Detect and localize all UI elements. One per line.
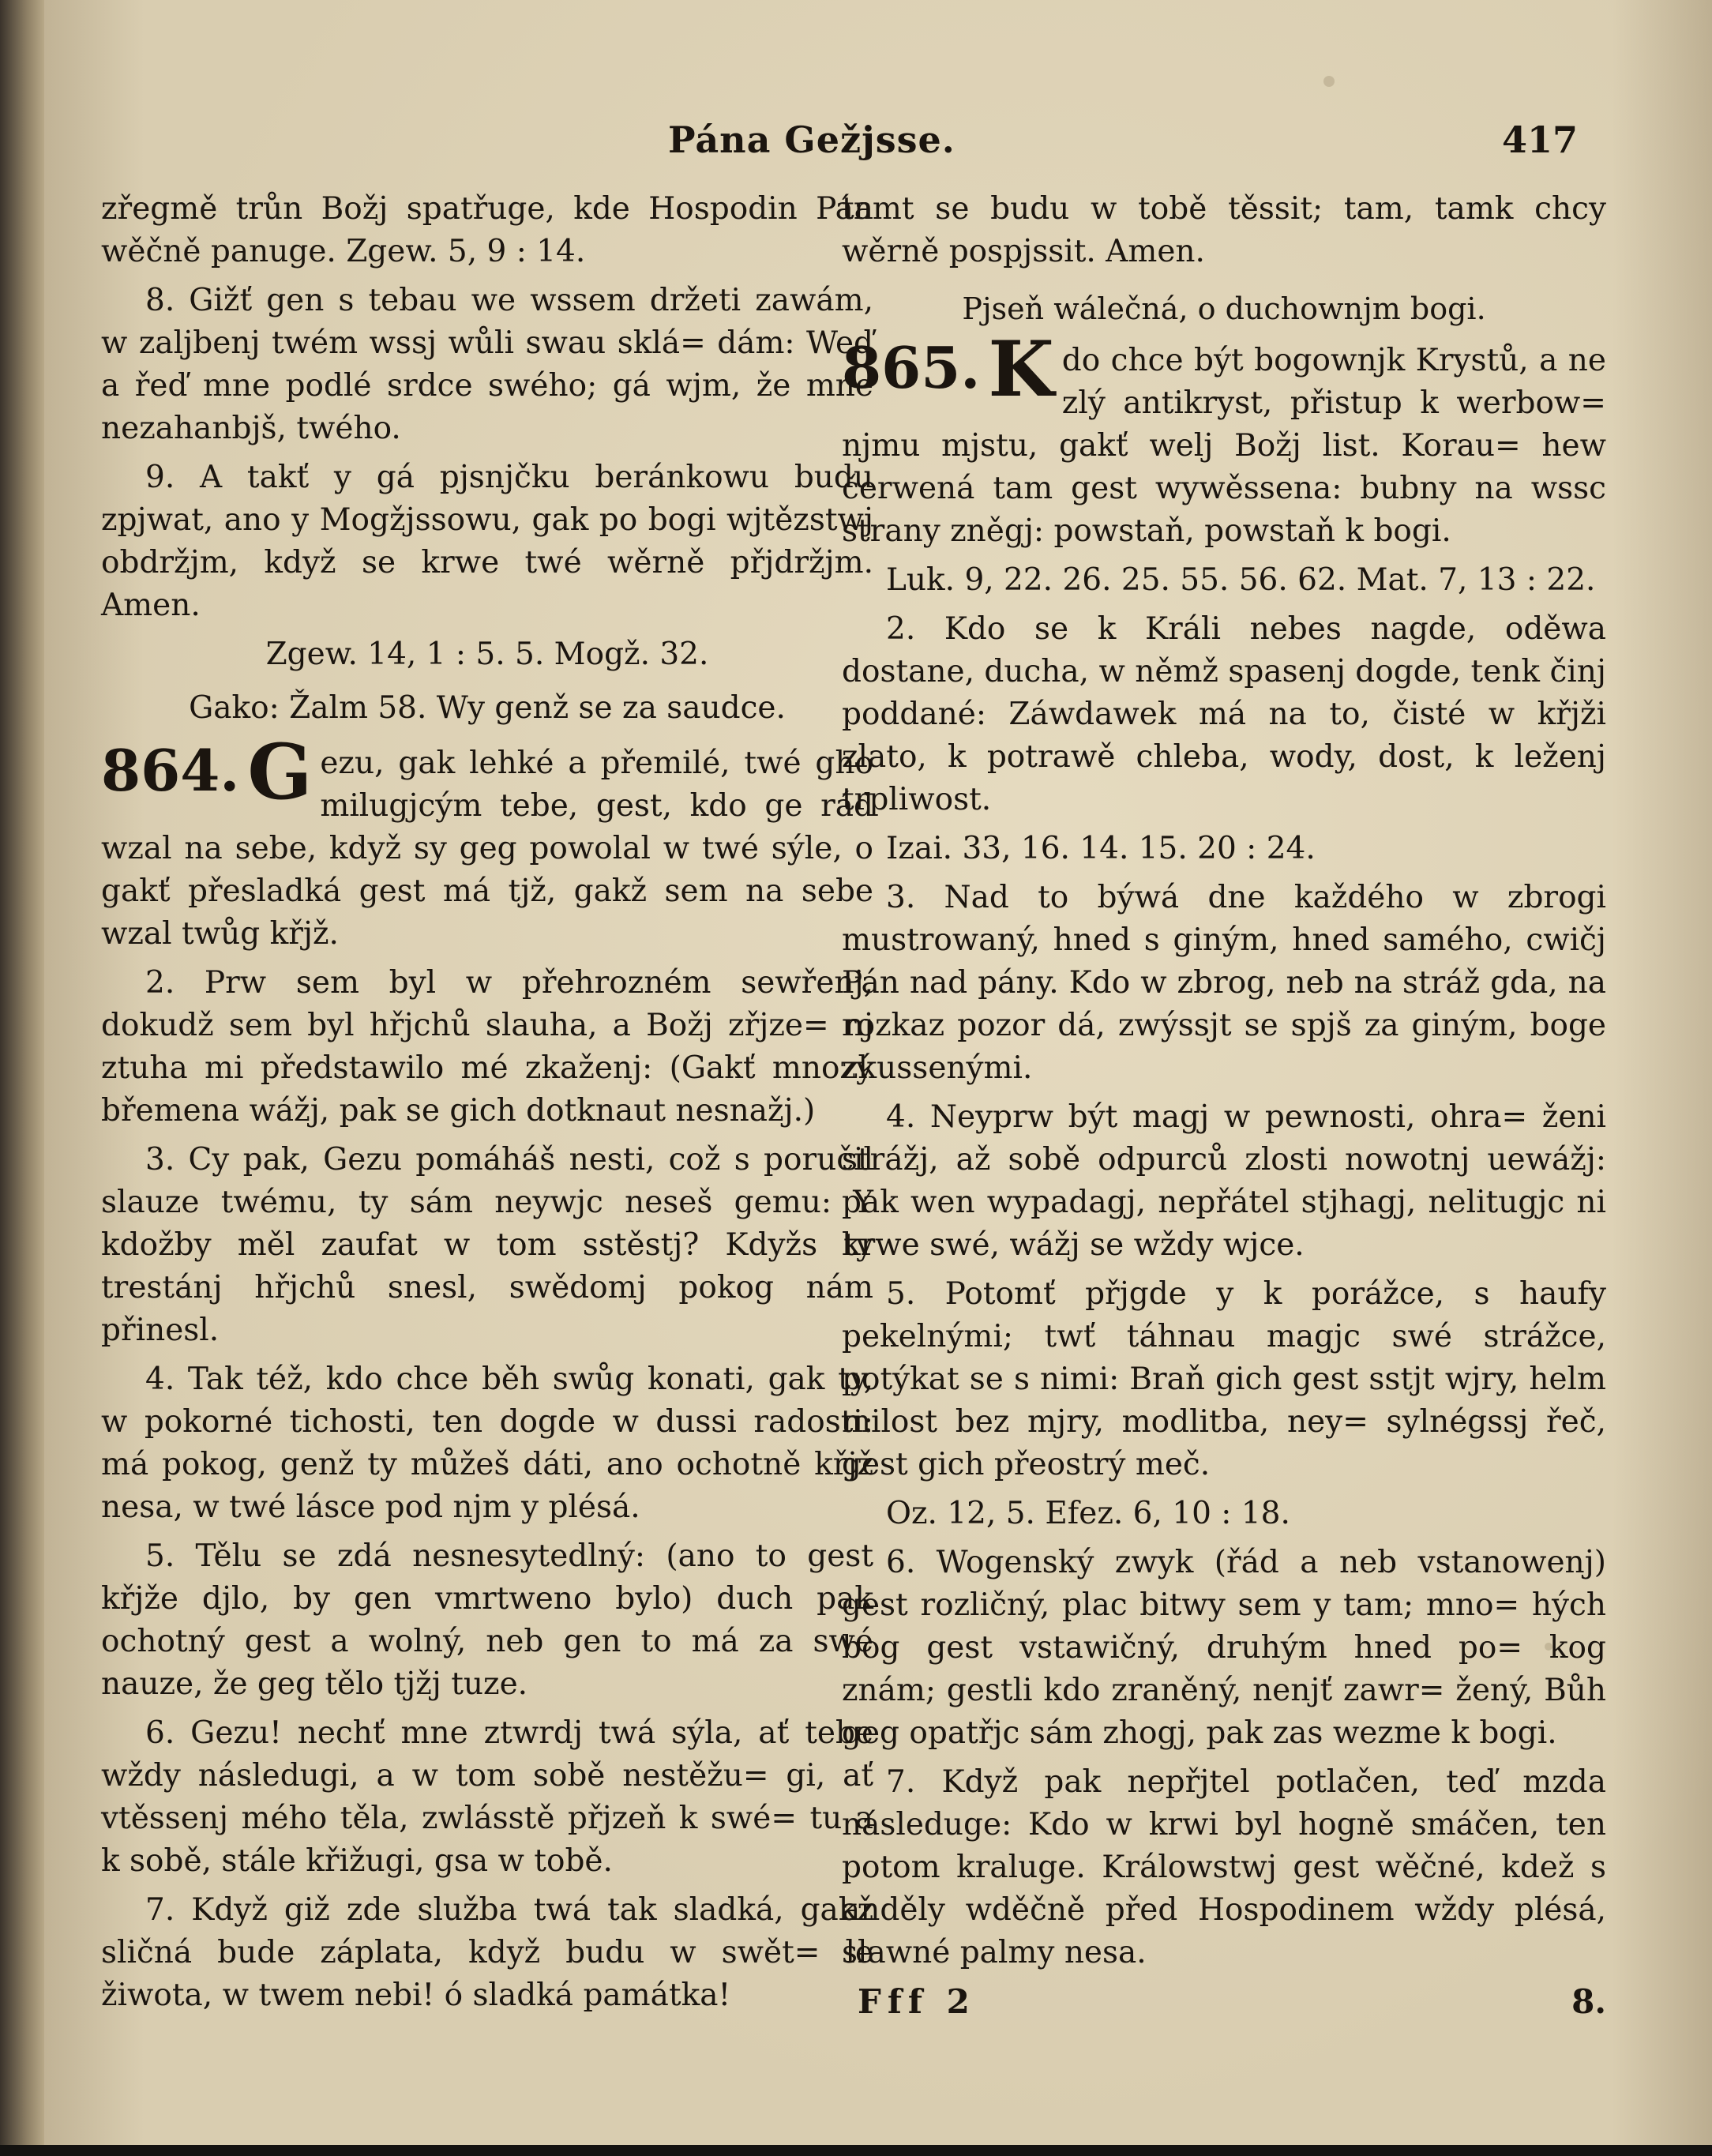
paper-spot	[1323, 76, 1335, 87]
verse-text: do chce být bogownjk Krystů, a ne zlý antikryst, přistup k werbow= njmu mjstu, gakť welj Božj list. Korau= hew čerwená tam gest wywěssena: bubny na wssc strany zněgj: powstaň, powstaň k bogi.	[842, 343, 1606, 549]
catchword: 8.	[1571, 1982, 1606, 2021]
verse-5: 5. Potomť přjgde y k porážce, s haufy pekelnými; twť táhnau magjc swé strážce, potýkat se s nimi: Braň gich gest sstjt wjry, helm milost bez mjry, modlitba, ney= sylnégssj řeč, gest gich přeostrý meč.	[842, 1276, 1606, 1482]
page-header	[44, 118, 1712, 174]
scripture-reference: Izai. 33, 16. 14. 15. 20 : 24.	[886, 831, 1316, 866]
melody-note: Gako: Žalm 58. Wy genž se za saudce.	[189, 690, 786, 726]
verse-8: 8. Gižť gen s tebau we wssem držeti zawám, w zaljbenj twém wssj wůli swau sklá= dám: Weď a řeď mne podlé srdce swého; gá wjm, že mne nezahanbjš, twého.	[101, 283, 873, 446]
hymn-number: 865.	[842, 334, 981, 401]
running-title: Pána Gežjsse.	[668, 118, 955, 161]
scripture-reference: Zgew. 14, 1 : 5. 5. Mogž. 32.	[265, 637, 709, 672]
verse-2: 2. Kdo se k Králi nebes nagde, oděwa dostane, ducha, w němž spasenj dogde, tenk činj poddané: Záwdawek má na to, čisté w křjži zlato, k potrawě chleba, wody, dost, k leženj trpliwost.	[842, 611, 1606, 817]
verse-3: 3. Nad to býwá dne každého w zbrogi mustrowaný, hned s giným, hned samého, cwičj Pán nad pány. Kdo w zbrog, neb na stráž gda, na rozkaz pozor dá, zwýssjt se spjš za giným, boge zkussenými.	[842, 880, 1606, 1086]
signature-mark: Fff 2	[858, 1982, 976, 2021]
verse-9: 9. A takť y gá pjsnjčku beránkowu budu zpjwat, ano y Mogžjssowu, gak po bogi wjtězstwj obdržjm, když se krwe twé wěrně přjdržjm. Amen.	[101, 460, 873, 623]
verse-5: 5. Tělu se zdá nesnesytedlný: (ano to gest křjže djlo, by gen vmrtweno bylo) duch pak ochotný gest a wolný, neb gen to má za swé nauze, že geg tělo tjžj tuze.	[101, 1538, 873, 1702]
paragraph: zřegmě trůn Božj spatřuge, kde Hospodin Pán wěčně panuge. Zgew. 5, 9 : 14.	[101, 191, 873, 269]
scan-edge	[0, 2145, 1712, 2156]
book-page	[44, 0, 1712, 2145]
scripture-reference: Luk. 9, 22. 26. 25. 55. 56. 62. Mat. 7, 13 : 22.	[886, 562, 1596, 598]
hymn-864-verse-1	[101, 727, 873, 956]
scripture-reference: Oz. 12, 5. Efez. 6, 10 : 18.	[886, 1496, 1290, 1531]
left-column	[101, 188, 873, 2023]
verse-6: 6. Gezu! nechť mne ztwrdj twá sýla, ať tebe wždy následugi, a w tom sobě nestěžu= gi, ať vtěssenj mého těla, zwlásstě přjzeň k swé= tu a k sobě, stále křižugi, gsa w tobě.	[101, 1715, 873, 1879]
hymn-865-verse-1	[842, 325, 1606, 553]
verse-3: 3. Cy pak, Gezu pomáháš nesti, což s poručil slauze twému, ty sám neywjc neseš gemu: Y kdožby měl zaufat w tom sstěstj? Kdyžs ty trestánj hřjchů snesl, swědomj pokog nám přinesl.	[101, 1142, 873, 1348]
binding-gutter	[0, 0, 44, 2156]
right-column	[842, 188, 1606, 2023]
verse-2: 2. Prw sem byl w přehrozném sewřenj, dokudž sem byl hřjchů slauha, a Božj zřjze= nj ztuha mi předstawilo mé zkaženj: (Gakť mnozý břemena wážj, pak se gich dotknaut nesnažj.)	[101, 965, 873, 1129]
page-footer	[842, 1981, 1606, 2023]
paragraph: tamt se budu w tobě těssit; tam, tamk chcy wěrně pospjssit. Amen.	[842, 191, 1606, 269]
drop-cap: G	[247, 727, 313, 817]
verse-6: 6. Wogenský zwyk (řád a neb vstanowenj) gest rozličný, plac bitwy sem y tam; mno= hých bog gest vstawičný, druhým hned po= kog znám; gestli kdo zraněný, nenjť zawr= žený, Bůh geg opatřjc sám zhogj, pak zas wezme k bogi.	[842, 1545, 1606, 1751]
verse-text: ezu, gak lehké a přemilé, twé gho milugjcým tebe, gest, kdo ge rád wzal na sebe, když sy geg powolal w twé sýle, o gakť přesladká gest má tjž, gakž sem na sebe wzal twůg křjž.	[101, 746, 873, 952]
hymn-number: 864.	[101, 737, 240, 804]
drop-cap: K	[988, 325, 1054, 414]
page-number: 417	[1502, 118, 1579, 161]
verse-4: 4. Neyprw být magj w pewnosti, ohra= ženi strážj, až sobě odpurců zlosti nowotnj uewážj: pak wen wypadagj, nepřátel stjhagj, nelitugjc ni krwe swé, wážj se wždy wjce.	[842, 1099, 1606, 1263]
verse-7: 7. Když giž zde služba twá tak sladká, gakž sličná bude záplata, když budu w swět= le žiwota, w twem nebi! ó sladká památka!	[101, 1892, 873, 2013]
verse-7: 7. Když pak nepřjtel potlačen, teď mzda následuge: Kdo w krwi byl hogně smáčen, ten potom kraluge. Králowstwj gest wěčné, kdež s anděly wděčně před Hospodinem wždy plésá, slawné palmy nesa.	[842, 1764, 1606, 1970]
verse-4: 4. Tak též, kdo chce běh swůg konati, gak ty, w pokorné tichosti, ten dogde w dussi radosti: má pokog, genž ty můžeš dáti, ano ochotně křjž nesa, w twé lásce pod njm y plésá.	[101, 1362, 873, 1525]
hymn-title: Pjseň wálečná, o duchownjm bogi.	[962, 291, 1486, 326]
